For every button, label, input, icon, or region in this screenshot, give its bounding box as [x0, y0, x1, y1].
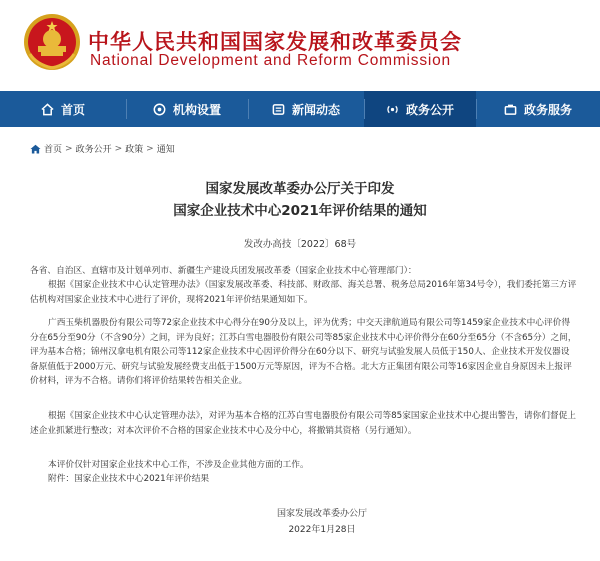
breadcrumb-separator: >: [65, 143, 73, 154]
nav-label: 政务服务: [523, 102, 572, 117]
broadcast-icon: [386, 103, 399, 116]
document-attachment: [30, 472, 578, 487]
document-title-line1: 国家发展改革委办公厅关于印发: [205, 181, 395, 197]
breadcrumb-item-gov-affairs[interactable]: 政务公开: [75, 145, 112, 155]
service-icon: [504, 103, 517, 116]
site-title-en[interactable]: National Development and Reform Commission: [90, 52, 451, 69]
nav-item-org[interactable]: [126, 91, 248, 127]
nav-label: 首页: [60, 102, 85, 117]
nav-item-home[interactable]: [0, 91, 126, 127]
news-icon: [272, 103, 285, 116]
site-title-cn[interactable]: 中华人民共和国国家发展和改革委员会: [88, 30, 462, 54]
paragraph-text: 根据《国家企业技术中心认定管理办法》，对评为基本合格的江苏白雪电器股份有限公司等85家国家企业技术中心提出警告，请你们督促上述企业抓紧进行整改；对本次评价不合格的国家企业技术中心及分中心，将撤销其资格（另行通知）。: [30, 411, 576, 436]
document-addressee: [30, 264, 578, 279]
site-header: [0, 0, 600, 91]
paragraph-text: 根据《国家企业技术中心认定管理办法》（国家发展改革委、科技部、财政部、海关总署、税务总局2016年第34号令），我们委托第三方评估机构对国家企业技术中心进行了评价，现将2021年评价结果通知如下。: [30, 280, 577, 305]
document-paragraph: [30, 278, 578, 307]
paragraph-text: 本评价仅针对国家企业技术中心工作，不涉及企业其他方面的工作。: [48, 460, 309, 470]
nav-item-news[interactable]: [248, 91, 364, 127]
document-title-line2: 国家企业技术中心2021年评价结果的通知: [173, 203, 427, 219]
org-icon: [153, 103, 166, 116]
breadcrumb-separator: >: [146, 143, 154, 154]
breadcrumb-separator: >: [114, 143, 123, 154]
document-paragraph: [30, 316, 578, 389]
addressee-text: 各省、自治区、直辖市及计划单列市、新疆生产建设兵团发展改革委（国家企业技术中心管理部门）：: [30, 266, 417, 276]
main-nav: [0, 91, 600, 127]
nav-item-services[interactable]: [476, 91, 600, 127]
breadcrumb-item-home[interactable]: 首页: [44, 145, 63, 155]
signature-org: 国家发展改革委办公厅: [276, 509, 367, 519]
signature-date: 2022年1月28日: [288, 525, 356, 535]
paragraph-text: 广西玉柴机器股份有限公司等72家企业技术中心得分在90分及以上，评为优秀；中交天津航道局有限公司等1459家企业技术中心评价得分在65分至90分（不含90分）之间，评为良好；江苏白雪电器股份有限公司等85家企业技术中心评价得分在60分至65分（不含65分）之间，评为基本合格；锦州汉拿电机有限公司等112家企业技术中心因评价得分在60分以下、研究与试验发展人员低于150人、企业技术开发仪器设备原值低于2000万元、研究与试验发展经费支出低于1500万元等原因，评为不合格。北大方正集团有限公司等16家因企业自身原因未上报评价材料，评为不合格。请你们将评价结果转告相关企业。: [30, 318, 577, 387]
document-paragraph: [30, 409, 578, 438]
nav-label: 新闻动态: [291, 102, 340, 117]
breadcrumb: [30, 142, 175, 155]
nav-label: 机构设置: [172, 102, 221, 117]
home-icon: [30, 144, 41, 154]
document-paragraph: [30, 458, 578, 473]
breadcrumb-item-notice[interactable]: 通知: [156, 145, 175, 155]
breadcrumb-item-policy[interactable]: 政策: [125, 145, 144, 155]
home-icon: [41, 103, 54, 116]
attachment-text[interactable]: 附件：国家企业技术中心2021年评价结果: [48, 474, 210, 484]
nav-label: 政务公开: [405, 102, 454, 117]
nav-item-gov-affairs[interactable]: [364, 91, 476, 127]
document-number: 发改办高技〔2022〕68号: [243, 239, 357, 250]
national-emblem-icon[interactable]: [22, 12, 82, 72]
